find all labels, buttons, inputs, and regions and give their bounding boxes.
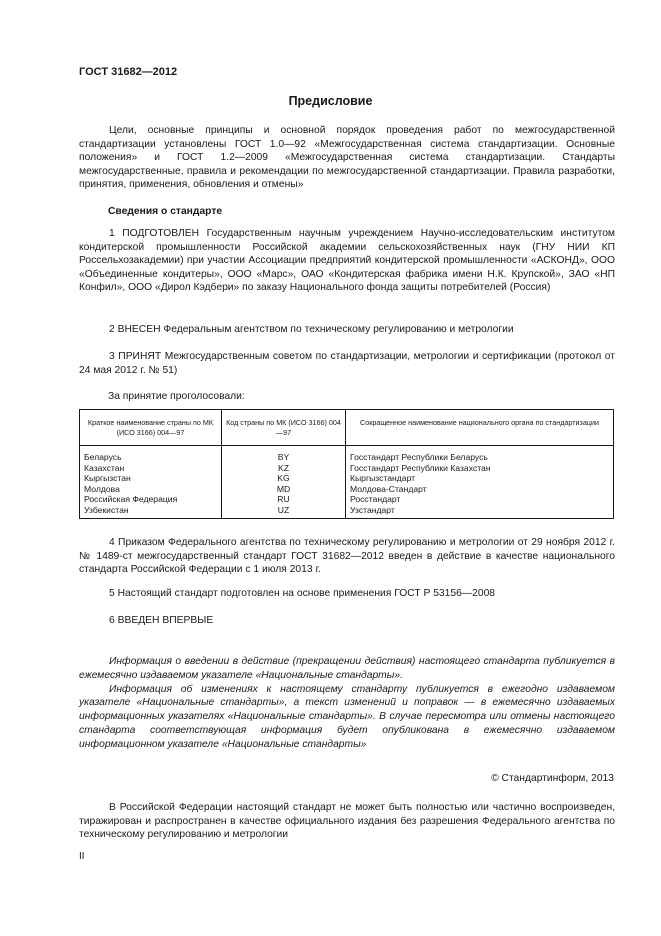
info-heading: Сведения о стандарте: [108, 206, 223, 217]
voting-countries-table: [79, 409, 614, 519]
table-row: [80, 484, 614, 495]
item-5: [79, 587, 615, 601]
national-body: Госстандарт Республики Казахстан: [346, 463, 614, 474]
header-national-body: Сокращенное наименование национального органа по стандартизации: [346, 410, 614, 446]
national-body: Госстандарт Республики Беларусь: [346, 446, 614, 463]
item-3-text: 3 ПРИНЯТ Межгосударственным советом по стандартизации, метрологии и сертификации (протокол от 24 мая 2012 г. № 51): [79, 351, 615, 376]
country-code: KG: [222, 473, 346, 484]
table-header-row: [80, 410, 614, 446]
item-6: [79, 614, 615, 628]
item-5-text: 5 Настоящий стандарт подготовлен на основе применения ГОСТ Р 53156—2008: [109, 588, 496, 599]
country-name: Узбекистан: [80, 505, 222, 518]
country-code: MD: [222, 484, 346, 495]
publication-notice: [79, 655, 615, 752]
page-number: II: [79, 851, 85, 862]
national-body: Росстандарт: [346, 494, 614, 505]
rights-text: В Российской Федерации настоящий стандарт не может быть полностью или частично воспроизведен, тиражирован и распространен в качестве официального издания без разрешения Федерального агентства по техническому регулированию и метрологии: [79, 802, 615, 841]
national-body: Узстандарт: [346, 505, 614, 518]
header-country-code: Код страны по МК (ИСО 3166) 004—97: [222, 410, 346, 446]
item-6-text: 6 ВВЕДЕН ВПЕРВЫЕ: [109, 615, 214, 626]
national-body: Молдова-Стандарт: [346, 484, 614, 495]
country-code: UZ: [222, 505, 346, 518]
item-3: [79, 350, 615, 377]
document-header: ГОСТ 31682—2012: [79, 66, 178, 78]
table-row: [80, 463, 614, 474]
notice-changes: Информация об изменениях к настоящему стандарту публикуется в ежегодно издаваемом указателе «Национальные стандарты», а текст изменений и поправок — в ежемесячно издаваемых информационных указателях «Национальные стандарты». В случае пересмотра или отмены настоящего стандарта соответствующая информация будет опубликована в ежемесячно издаваемом информационном указателе «Национальные стандарты»: [79, 683, 615, 750]
country-name: Беларусь: [80, 446, 222, 463]
intro-paragraph: [79, 124, 615, 192]
country-name: Казахстан: [80, 463, 222, 474]
intro-text: Цели, основные принципы и основной порядок проведения работ по межгосударственной стандартизации установлены ГОСТ 1.0—92 «Межгосударственная система стандартизации. Основные положения» и ГОСТ 1.2—2009 «Межгосударственная система стандартизации. Стандарты межгосударственные, правила и рекомендации по межгосударственной стандартизации. Правила разработки, принятия, применения, обновления и отмены»: [79, 125, 615, 191]
national-body: Кыргызстандарт: [346, 473, 614, 484]
item-4: [79, 536, 615, 577]
item-2: [79, 323, 615, 337]
country-code: RU: [222, 494, 346, 505]
table-row: [80, 446, 614, 463]
reproduction-rights: [79, 801, 615, 842]
country-code: BY: [222, 446, 346, 463]
item-2-text: 2 ВНЕСЕН Федеральным агентством по техническому регулированию и метрологии: [109, 324, 514, 335]
country-name: Кыргызстан: [80, 473, 222, 484]
country-name: Российская Федерация: [80, 494, 222, 505]
item-1-text: 1 ПОДГОТОВЛЕН Государственным научным учреждением Научно-исследовательским институтом кондитерской промышленности Российской академии сельскохозяйственных наук (ГНУ НИИ КП Россельхозакадемии) при участии Ассоциации предприятий кондитерской промышленности «АСКОНД», ООО «Объединенные кондитеры», ООО «Марс», ОАО «Кондитерская фабрика имени Н.К. Крупской», ЗАО «НП Конфил», ООО «Дирол Кэдбери» по заказу Национального фонда защиты потребителей (Россия): [79, 228, 615, 294]
item-4-text: 4 Приказом Федерального агентства по техническому регулированию и метрологии от 29 ноября 2012 г. № 1489-ст межгосударственный стандарт ГОСТ 31682—2012 введен в действие в качестве национального стандарта Российской Федерации с 1 июля 2013 г.: [79, 537, 615, 576]
notice-effective: Информация о введении в действие (прекращении действия) настоящего стандарта публикуется в ежемесячно издаваемом указателе «Национальные стандарты».: [79, 656, 615, 681]
table-row: [80, 494, 614, 505]
voted-label: За принятие проголосовали:: [108, 391, 245, 402]
table-row: [80, 505, 614, 518]
country-code: KZ: [222, 463, 346, 474]
country-name: Молдова: [80, 484, 222, 495]
table-row: [80, 473, 614, 484]
page-title: Предисловие: [288, 94, 373, 108]
copyright-notice: © Стандартинформ, 2013: [491, 773, 614, 784]
header-country-name: Краткое наименование страны по МК (ИСО 3166) 004—97: [80, 410, 222, 446]
item-1: [79, 227, 615, 295]
